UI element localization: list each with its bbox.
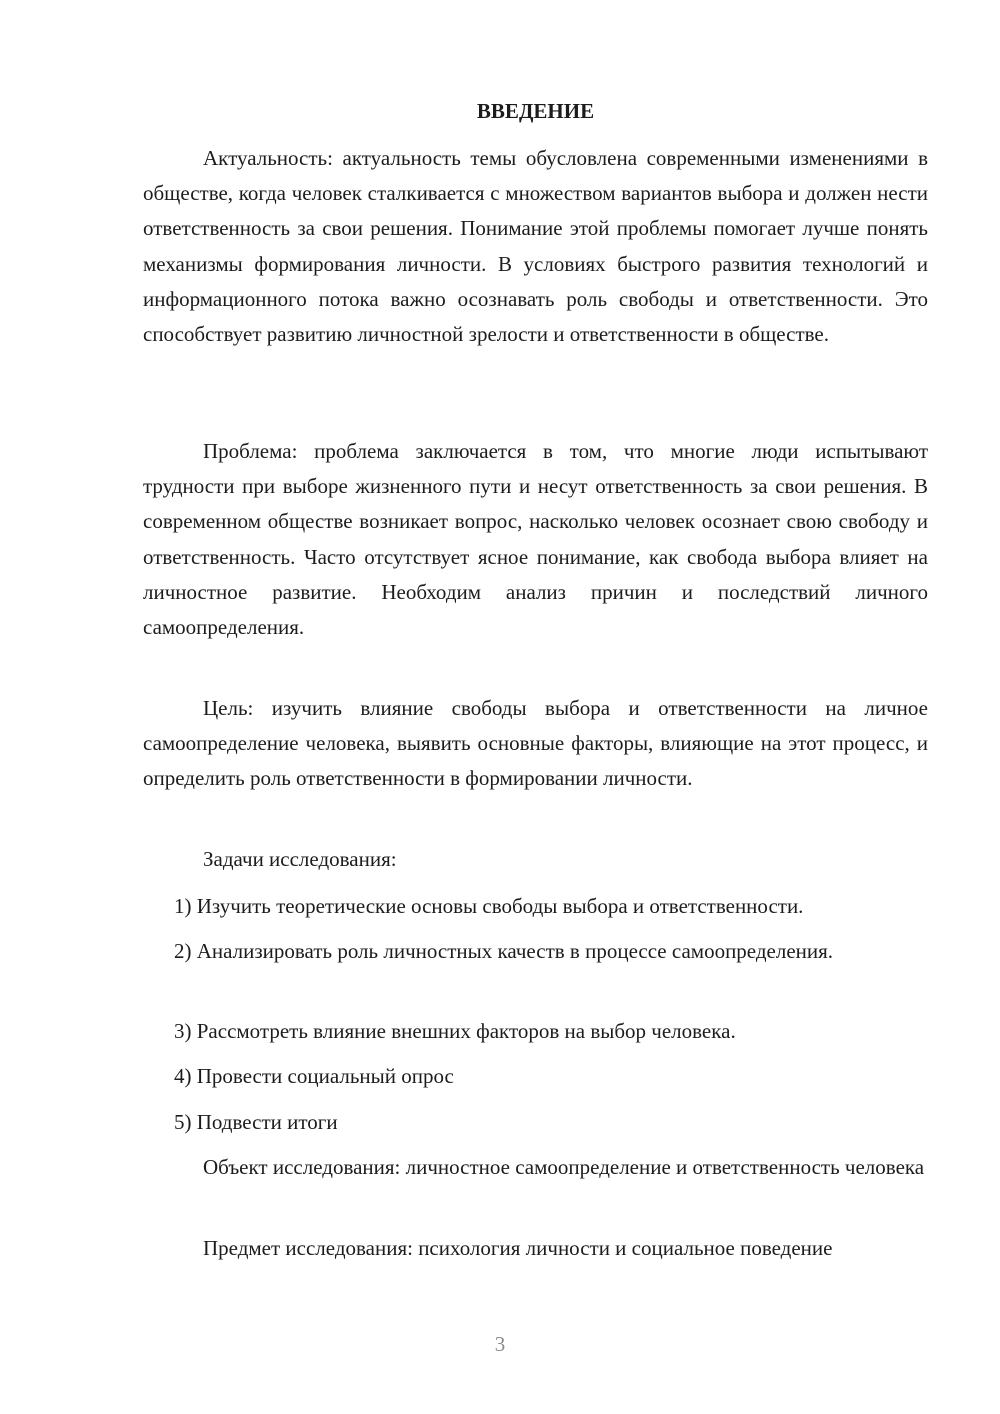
paragraph-research-subject: Предмет исследования: психология личности и социальное поведение xyxy=(203,1236,833,1260)
paragraph-problem: Проблема: проблема заключается в том, что многие люди испытывают трудности при выборе жизненного пути и несут ответственность за свои решения. В современном обществе возникает вопрос, насколько человек осознает свою свободу и ответственность. Часто отсутствует ясное понимание, как свобода выбора влияет на личностное развитие. Необходим анализ причин и последствий личного самоопределения. xyxy=(143,439,928,640)
paragraph-goal: Цель: изучить влияние свободы выбора и ответственности на личное самоопределение человека, выявить основные факторы, влияющие на этот процесс, и определить роль ответственности в формировании личности. xyxy=(143,696,928,791)
task-item-3: 3) Рассмотреть влияние внешних факторов на выбор человека. xyxy=(174,1019,736,1043)
task-item-4: 4) Провести социальный опрос xyxy=(174,1064,454,1088)
page-number: 3 xyxy=(494,1332,506,1356)
task-item-5: 5) Подвести итоги xyxy=(174,1110,338,1134)
paragraph-relevance: Актуальность: актуальность темы обусловлена современными изменениями в обществе, когда человек сталкивается с множеством вариантов выбора и должен нести ответственность за свои решения. Понимание этой проблемы помогает лучше понять механизмы формирования личности. В условиях быстрого развития технологий и информационного потока важно осознавать роль свободы и ответственности. Это способствует развитию личностной зрелости и ответственности в обществе. xyxy=(143,146,928,347)
section-title: ВВЕДЕНИЕ xyxy=(476,99,595,123)
paragraph-research-object: Объект исследования: личностное самоопределение и ответственность человека xyxy=(203,1155,925,1179)
paragraph-tasks-heading: Задачи исследования: xyxy=(203,847,397,871)
task-item-1: 1) Изучить теоретические основы свободы выбора и ответственности. xyxy=(174,894,804,918)
task-item-2: 2) Анализировать роль личностных качеств в процессе самоопределения. xyxy=(174,939,834,963)
